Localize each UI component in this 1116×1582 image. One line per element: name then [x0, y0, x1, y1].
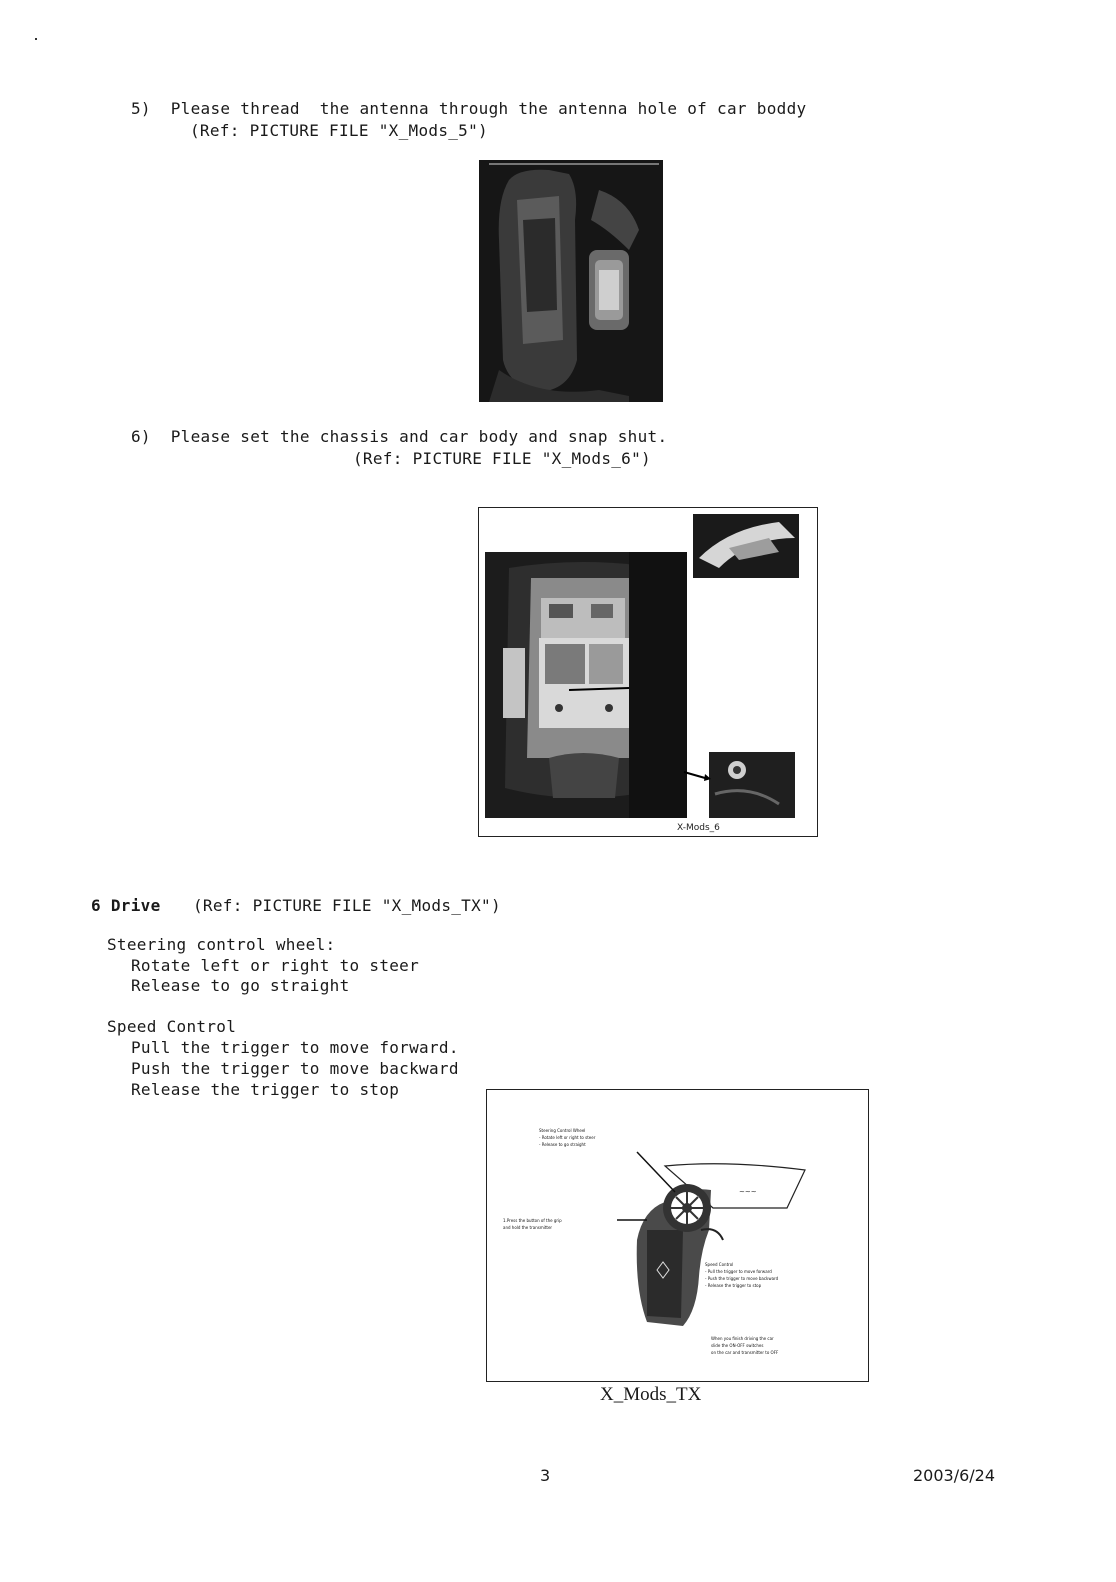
- step5-instruction: 5) Please thread the antenna through the antenna hole of car boddy: [131, 99, 807, 118]
- steering-title: Steering control wheel:: [107, 935, 336, 954]
- steering-line-2: Release to go straight: [131, 976, 350, 995]
- tx-speed-note-2: - Pull the trigger to move forward: [705, 1269, 772, 1274]
- tx-speed-note-1: Speed Control: [705, 1262, 734, 1267]
- step6-instruction: 6) Please set the chassis and car body and snap shut.: [131, 427, 668, 446]
- tx-grip-note-2: and hold the transmitter: [503, 1225, 553, 1230]
- tx-steering-note-3: - Release to go straight: [539, 1142, 586, 1147]
- drive-reference: (Ref: PICTURE FILE "X_Mods_TX"): [193, 896, 501, 915]
- tx-finish-note-1: When you finish driving the car: [711, 1336, 774, 1341]
- drive-heading: 6 Drive: [91, 896, 161, 915]
- x-mods-6-caption: X-Mods_6: [677, 823, 720, 833]
- x-mods-tx-figure: [486, 1089, 869, 1382]
- page-number: 3: [540, 1466, 551, 1485]
- step6-reference: (Ref: PICTURE FILE "X_Mods_6"): [353, 449, 651, 468]
- step5-reference: (Ref: PICTURE FILE "X_Mods_5"): [190, 121, 488, 140]
- tx-speed-note-4: - Release the trigger to stop: [705, 1283, 762, 1288]
- tx-steering-note-2: - Rotate left or right to steer: [539, 1135, 596, 1140]
- tx-grip-note-1: 1.Press the button of the grip: [503, 1218, 562, 1223]
- tx-steering-note-1: Steering Control Wheel: [539, 1128, 586, 1133]
- tx-speed-note-3: - Push the trigger to move backward: [705, 1276, 779, 1281]
- tx-finish-note-3: on the car and transmitter to OFF: [711, 1350, 779, 1355]
- tx-finish-note-2: slide the ON-OFF switches: [711, 1343, 764, 1348]
- x-mods-tx-caption: X_Mods_TX: [600, 1384, 702, 1405]
- footer-date: 2003/6/24: [913, 1466, 996, 1485]
- speed-line-2: Push the trigger to move backward: [131, 1059, 459, 1078]
- scan-speck: [35, 38, 37, 40]
- x-mods-6-figure: [478, 507, 818, 837]
- speed-title: Speed Control: [107, 1017, 237, 1036]
- speed-line-1: Pull the trigger to move forward.: [131, 1038, 459, 1057]
- svg-text:~~~: ~~~: [739, 1188, 757, 1196]
- steering-line-1: Rotate left or right to steer: [131, 956, 420, 975]
- x-mods-5-photo: [479, 160, 663, 402]
- speed-line-3: Release the trigger to stop: [131, 1080, 400, 1099]
